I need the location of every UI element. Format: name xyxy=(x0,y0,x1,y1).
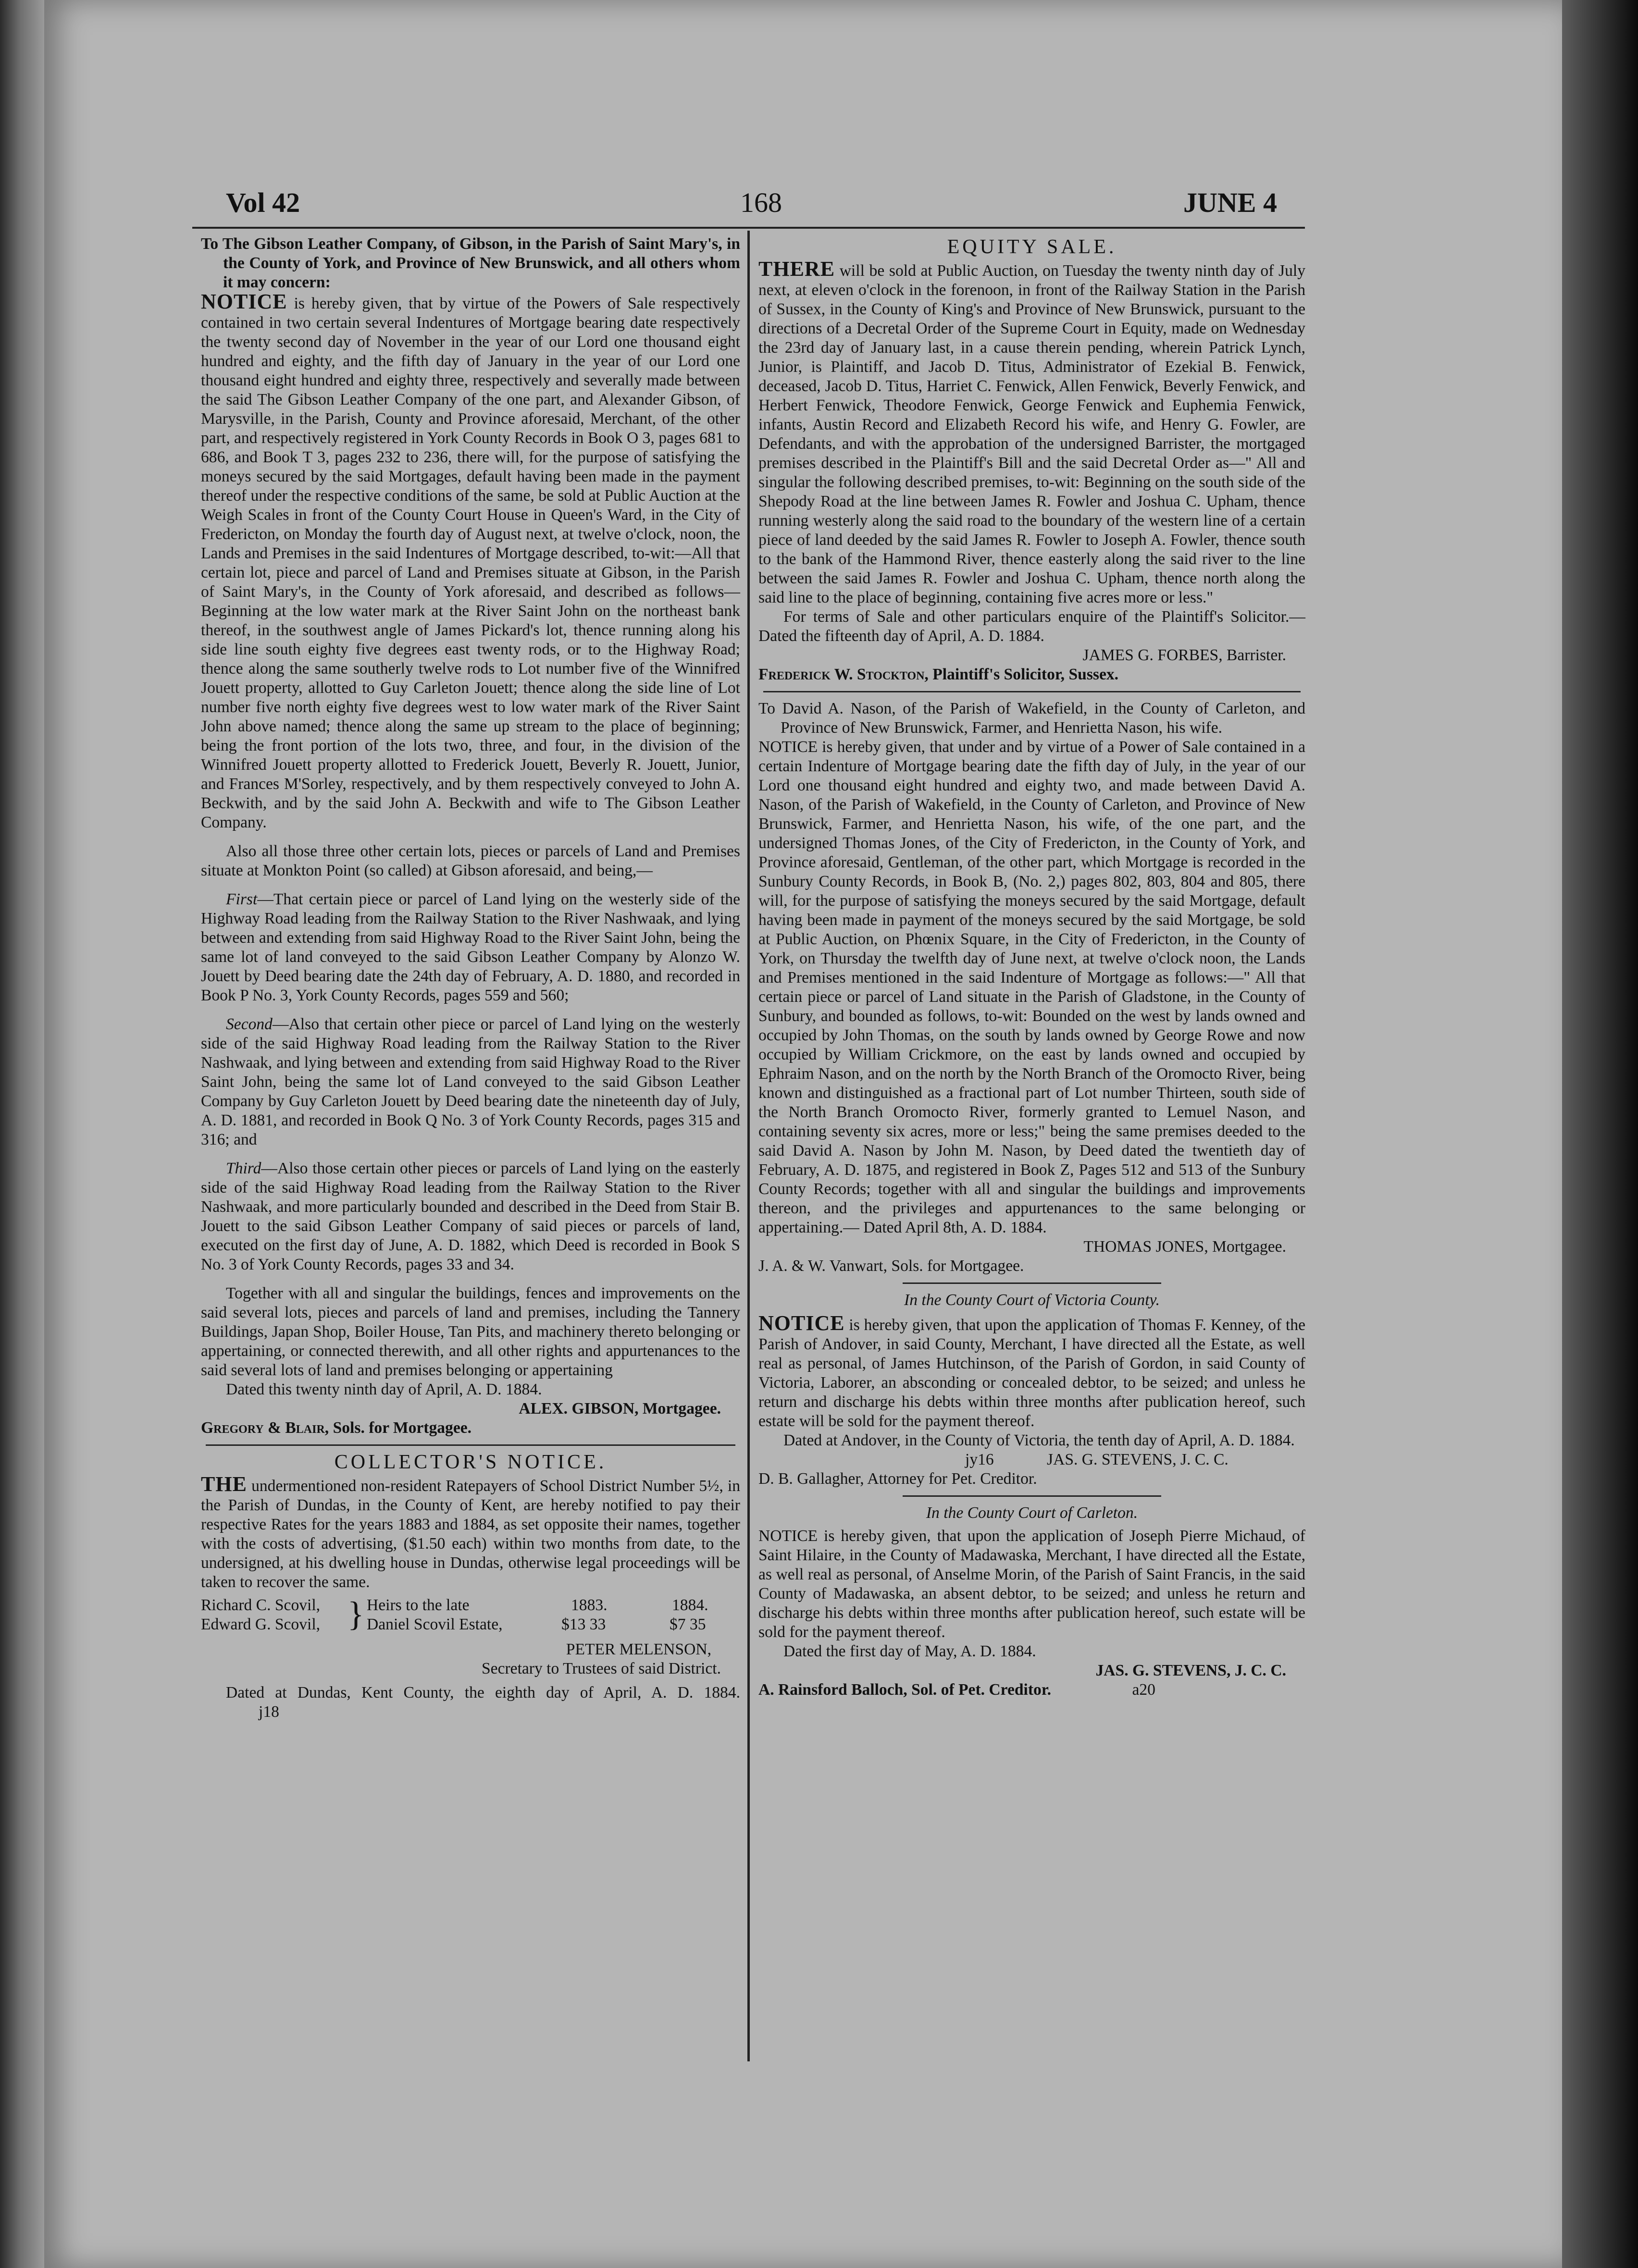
equity-signature: JAMES G. FORBES, Barrister. xyxy=(1082,646,1286,664)
spacer xyxy=(201,1678,740,1683)
carleton-dated: Dated the first day of May, A. D. 1884. xyxy=(783,1642,1036,1660)
equity-solicitor xyxy=(758,665,1305,684)
gibson-paragraph-1 xyxy=(201,292,740,832)
first-text: —That certain piece or parcel of Land lying on the westerly side of the Highway Road leading from the Railway Station to the River Nashwaak, and lying between and extending from said Highway Road to the River Saint John, being the same lot of land conveyed to the said Gibson Leather Company by Alonzo W. Jouett by Deed bearing date the 24th day of February, A. D. 1880, and recorded in Book P No. 3, York County Records, pages 559 and 560; xyxy=(201,890,740,1004)
equity-terms: For terms of Sale and other particulars enquire of the Plaintiff's Solicitor.—Dated the fifteenth day of April, A. D. 1884. xyxy=(758,608,1305,645)
victoria-notice xyxy=(758,1291,1305,1489)
equity-solicitor-role: Plaintiff's Solicitor, Sussex. xyxy=(932,666,1119,683)
spacer xyxy=(201,832,740,842)
gibson-dated: Dated this twenty ninth day of April, A. D. 1884. xyxy=(226,1381,542,1398)
volume-label: Vol 42 xyxy=(226,187,300,218)
section-divider xyxy=(903,1495,1161,1497)
spacer xyxy=(201,1005,740,1015)
collector-title: COLLECTOR'S NOTICE. xyxy=(334,1451,607,1473)
spacer xyxy=(201,1149,740,1159)
nason-signature: THOMAS JONES, Mortgagee. xyxy=(1083,1238,1286,1256)
second-label: Second xyxy=(226,1015,273,1033)
carleton-court: In the County Court of Carleton. xyxy=(926,1504,1138,1522)
carleton-text: NOTICE is hereby given, that upon the application of Joseph Pierre Michaud, of Saint Hilaire, in the County of Madawaska, Merchant, I have directed all the Estate, as well real as personal, of Anselme Morin, of the Parish of Saint Francis, in the said County of Madawaska, an absent debtor, to be seized; and unless he return and discharge his debts within three months after publication hereof, such estate will be sold for the payment thereof. xyxy=(758,1527,1305,1641)
collector-dated-text: Dated at Dundas, Kent County, the eighth day of April, A. D. 1884. xyxy=(226,1684,740,1701)
collector-body: undermentioned non-resident Ratepayers of School District Number 5½, in the Parish of Dundas, in the County of Kent, are hereby notified to pay their respective Rates for the years 1883 and 1884, as set opposite their names, together with the costs of advertising, ($1.50 each) within two months from date, to the undersigned, at his dwelling house in Dundas, otherwise legal proceedings will be taken to recover the same. xyxy=(201,1477,740,1591)
victoria-text xyxy=(758,1311,1305,1431)
collector-signer: PETER MELENSON, xyxy=(566,1640,711,1658)
section-divider xyxy=(903,1282,1161,1284)
nason-text: NOTICE is hereby given, that under and by virtue of a Power of Sale contained in a certain Indenture of Mortgage bearing date the fifth day of July, in the year of our Lord one thousand eight hundred and eighty two, and made between David A. Nason, of the Parish of Wakefield, in the County of Carleton, and Province of New Brunswick, Farmer, and Henrietta Nason, his wife, of the one part, and the undersigned Thomas Jones, of the City of Fredericton, in the County of York, and Province aforesaid, Gentleman, of the other part, which Mortgage is recorded in the Sunbury County Records, in Book B, (No. 2,) pages 802, 803, 804 and 805, there will, for the purpose of satisfying the moneys secured by the said Mortgage, default having been made in payment of the moneys secured by the said Mortgage, be sold at Public Auction, on Phœnix Square, in the City of Fredericton, in the County of York, on Thursday the twelfth day of June next, at twelve o'clock noon, the Lands and Premises mentioned in the said Indenture of Mortgage as follows:—" All that certain piece or parcel of Land situate in the Parish of Gladstone, in the County of Sunbury, and bounded as follows, to-wit: Bounded on the west by lands owned and occupied by John Thomas, on the south by lands owned by George Rowe and now occupied by William Crickmore, on the east by lands owned and occupied by Ephraim Nason, and on the north by the North Branch of the Oromocto River, being known and distinguished as a fractional part of Lot number Thirteen, south side of the North Branch Oromocto River, formerly granted to Lemuel Nason, and containing seventy six acres, more or less;" being the same premises deeded to the said David A. Nason by John M. Nason, by Deed dated the twentieth day of February, A. D. 1875, and registered in Book Z, Pages 512 and 513 of the Sunbury County Records; together with all and singular the buildings and improvements thereon, and the privileges and appurtenances to the same belonging or appertaining.— Dated April 8th, A. D. 1884. xyxy=(758,738,1305,1236)
carleton-solicitor-row xyxy=(758,1680,1305,1700)
victoria-code: jy16 xyxy=(965,1451,994,1468)
column-rule xyxy=(747,231,750,2061)
notice-lead: NOTICE xyxy=(201,290,287,313)
right-column xyxy=(758,234,1305,1700)
gibson-signature: ALEX. GIBSON, Mortgagee. xyxy=(519,1400,721,1418)
page-edge-shadow xyxy=(1562,0,1638,2268)
spacer xyxy=(201,1274,740,1284)
page-header xyxy=(207,182,1303,225)
estate-label: Daniel Scovil Estate, xyxy=(367,1615,503,1633)
carleton-signature: JAS. G. STEVENS, J. C. C. xyxy=(1095,1662,1286,1679)
brace-glyph: } xyxy=(347,1595,364,1633)
page-number: 168 xyxy=(740,187,782,218)
amount-1884: $7 35 xyxy=(670,1615,706,1633)
solicitor-name: Gregory & Blair, xyxy=(201,1419,329,1437)
gibson-p1-text: is hereby given, that by virtue of the Powers of Sale respectively contained in two certain several Indentures of Mortgage bearing date respectively the twenty second day of November in the year of our Lord one thousand eight hundred and eighty, and the fifth day of January in the year of our Lord one thousand eight hundred and eighty three, respectively and severally made between the said The Gibson Leather Company of the one part, and Alexander Gibson, of Marysville, in the Parish, County and Province aforesaid, Merchant, of the other part, and respectively registered in York County Records in Book O 3, pages 681 to 686, and Book T 3, pages 232 to 236, there will, for the purpose of satisfying the moneys secured by the said Mortgages, default having been made in the payment thereof under the respective conditions of the same, be sold at Public Auction at the Weigh Scales in front of the County Court House in Queen's Ward, in the City of Fredericton, on Monday the fourth day of August next, at twelve o'clock, noon, the Lands and Premises in the said Indentures of Mortgage described, to-wit:—All that certain lot, piece and parcel of Land and Premises situate at Gibson, in the Parish of Saint Mary's, in the County of York aforesaid, and described as follows—Beginning at the low water mark at the River Saint John on the northeast bank thereof, in the southwest angle of James Pickard's lot, thence running along his side line south eighty five degrees east twenty rods, or to the Highway Road; thence along the same southerly twelve rods to Lot number five of the Winnifred Jouett property, allotted to Guy Carleton Jouett; thence along the side line of Lot number five north eighty five degrees west to low water mark of the River Saint John above named; thence along the same up stream to the place of beginning; being the front portion of the lots two, three, and four, in the division of the Winnifred Jouett property allotted to Frederick Jouett, Beverly R. Jouett, Junior, and Frances M'Sorley, respectively, and by them respectively conveyed to John A. Beckwith, and by the said John A. Beckwith and wife to The Gibson Leather Company. xyxy=(201,295,740,831)
section-divider xyxy=(763,691,1301,692)
third-text: —Also those certain other pieces or parcels of Land lying on the easterly side of the said Highway Road leading from the Railway Station to the River Nashwaak, and more particularly bounded and described in the Deed from Stair B. Jouett to the said Gibson Leather Company of said pieces or parcels of land, executed on the first day of June, A. D. 1882, which Deed is recorded in Book S No. 3 of York County Records, pages 33 and 34. xyxy=(201,1159,740,1273)
year-1883: 1883. xyxy=(571,1596,608,1614)
carleton-solicitor: A. Rainsford Balloch, Sol. of Pet. Creditor. xyxy=(758,1681,1052,1699)
nason-notice xyxy=(758,699,1305,1276)
header-rule xyxy=(192,227,1305,229)
victoria-lead: NOTICE xyxy=(758,1311,845,1335)
gibson-third xyxy=(201,1159,740,1274)
first-label: First xyxy=(226,890,258,908)
third-label: Third xyxy=(226,1159,261,1177)
year-1884: 1884. xyxy=(672,1596,708,1614)
ratepayer-1: Richard C. Scovil, xyxy=(201,1596,321,1614)
gibson-second xyxy=(201,1015,740,1149)
victoria-attorney: D. B. Gallagher, Attorney for Pet. Creditor. xyxy=(758,1470,1037,1488)
equity-sale-notice xyxy=(758,237,1305,684)
gibson-together: Together with all and singular the buildings, fences and improvements on the said several lots, pieces and parcels of land and premises, including the Tannery Buildings, Japan Shop, Boiler House, Tan Pits, and machinery thereto belonging or appertaining, or connected therewith, and all other rights and appurtenances to the said several lots of land and premises belonging or appertaining xyxy=(201,1284,740,1379)
nason-address: To David A. Nason, of the Parish of Wakefield, in the County of Carleton, and Province of New Brunswick, Farmer, and Henrietta Nason, his wife. xyxy=(758,700,1305,737)
collector-lead: THE xyxy=(201,1472,247,1496)
equity-solicitor-name: Frederick W. Stockton, xyxy=(758,666,929,683)
gibson-first xyxy=(201,890,740,1005)
carleton-notice xyxy=(758,1504,1305,1700)
solicitor-role: Sols. for Mortgagee. xyxy=(333,1419,472,1437)
spacer xyxy=(201,880,740,890)
ratepayer-2: Edward G. Scovil, xyxy=(201,1615,321,1633)
gibson-paragraph-2: Also all those three other certain lots, pieces or parcels of Land and Premises situate at Monkton Point (so called) at Gibson aforesaid, and being,— xyxy=(201,842,740,879)
collector-dated xyxy=(201,1683,740,1722)
victoria-signature-row xyxy=(758,1450,1305,1469)
second-text: —Also that certain other piece or parcel of Land lying on the westerly side of the said Highway Road leading from the Railway Station to the River Nashwaak, and lying between and extending from said Highway Road to the River Saint John, being the same lot of Land conveyed to the said Gibson Leather Company by Guy Carleton Jouett by Deed bearing date the nineteenth day of July, A. D. 1881, and recorded in Book Q No. 3 of York County Records, pages 315 and 316; and xyxy=(201,1015,740,1148)
gibson-address: To The Gibson Leather Company, of Gibson, in the Parish of Saint Mary's, in the County of York, and Province of New Brunswick, and all others whom it may concern: xyxy=(201,235,740,291)
section-divider xyxy=(206,1444,735,1446)
nason-solicitor: J. A. & W. Vanwart, Sols. for Mortgagee. xyxy=(758,1257,1024,1275)
collector-signer-role: Secretary to Trustees of said District. xyxy=(482,1660,721,1677)
heirs-label: Heirs to the late xyxy=(367,1596,470,1614)
equity-title: EQUITY SALE. xyxy=(947,236,1117,258)
victoria-dated: Dated at Andover, in the County of Victoria, the tenth day of April, A. D. 1884. xyxy=(783,1431,1295,1449)
collector-notice xyxy=(201,1453,740,1722)
amount-1883: $13 33 xyxy=(561,1615,606,1633)
gibson-notice xyxy=(201,234,740,1438)
carleton-code: a20 xyxy=(1132,1681,1155,1699)
book-gutter xyxy=(0,0,44,2268)
victoria-body: is hereby given, that upon the application of Thomas F. Kenney, of the Parish of Andover, in said County, Merchant, I have directed all the Estate, as well real as personal, of James Hutchinson, of the Parish of Gordon, in said County of Victoria, Laborer, an absconding or concealed debtor, to be seized; and unless he return and discharge his debts within three months after publication hereof, such estate will be sold for the payment thereof. xyxy=(758,1316,1305,1430)
victoria-court: In the County Court of Victoria County. xyxy=(904,1291,1160,1309)
issue-date: JUNE 4 xyxy=(1183,187,1277,218)
left-column xyxy=(201,234,740,1722)
gibson-solicitor xyxy=(201,1418,740,1438)
collector-text xyxy=(201,1472,740,1592)
equity-body: will be sold at Public Auction, on Tuesday the twenty ninth day of July next, at eleven o'clock in the forenoon, in front of the Railway Station in the Parish of Sussex, in the County of King's and Province of New Brunswick, pursuant to the directions of a Decretal Order of the Supreme Court in Equity, made on Wednesday the 23rd day of January last, in a cause therein pending, wherein Patrick Lynch, Junior, is Plaintiff, and Jacob D. Titus, Administrator of Ezekial B. Fenwick, deceased, Jacob D. Titus, Harriet C. Fenwick, Allen Fenwick, Beverly Fenwick, and Herbert Fenwick, Theodore Fenwick, George Fenwick and Euphemia Fenwick, infants, Austin Record and Elizabeth Record his wife, and Henry G. Fowler, are Defendants, and with the approbation of the undersigned Barrister, the mortgaged premises described in the Plaintiff's Bill and the said Decretal Order as—" All and singular the following described premises, to-wit: Beginning on the south side of the Shepody Road at the line between James R. Fowler and Joshua C. Upham, thence running westerly along the said road to the boundary of the western line of a certain piece of land deeded by the said James R. Fowler to Joseph A. Fowler, thence south to the bank of the Hammond River, thence easterly along the said river to the line between the said James R. Fowler and Joshua C. Upham, thence north along the said line to the place of beginning, containing five acres more or less." xyxy=(758,262,1305,606)
ratepayers-table xyxy=(201,1596,740,1636)
victoria-signature: JAS. G. STEVENS, J. C. C. xyxy=(1047,1451,1228,1468)
collector-code: j18 xyxy=(259,1703,279,1721)
equity-lead: THERE xyxy=(758,257,835,281)
equity-text xyxy=(758,259,1305,607)
